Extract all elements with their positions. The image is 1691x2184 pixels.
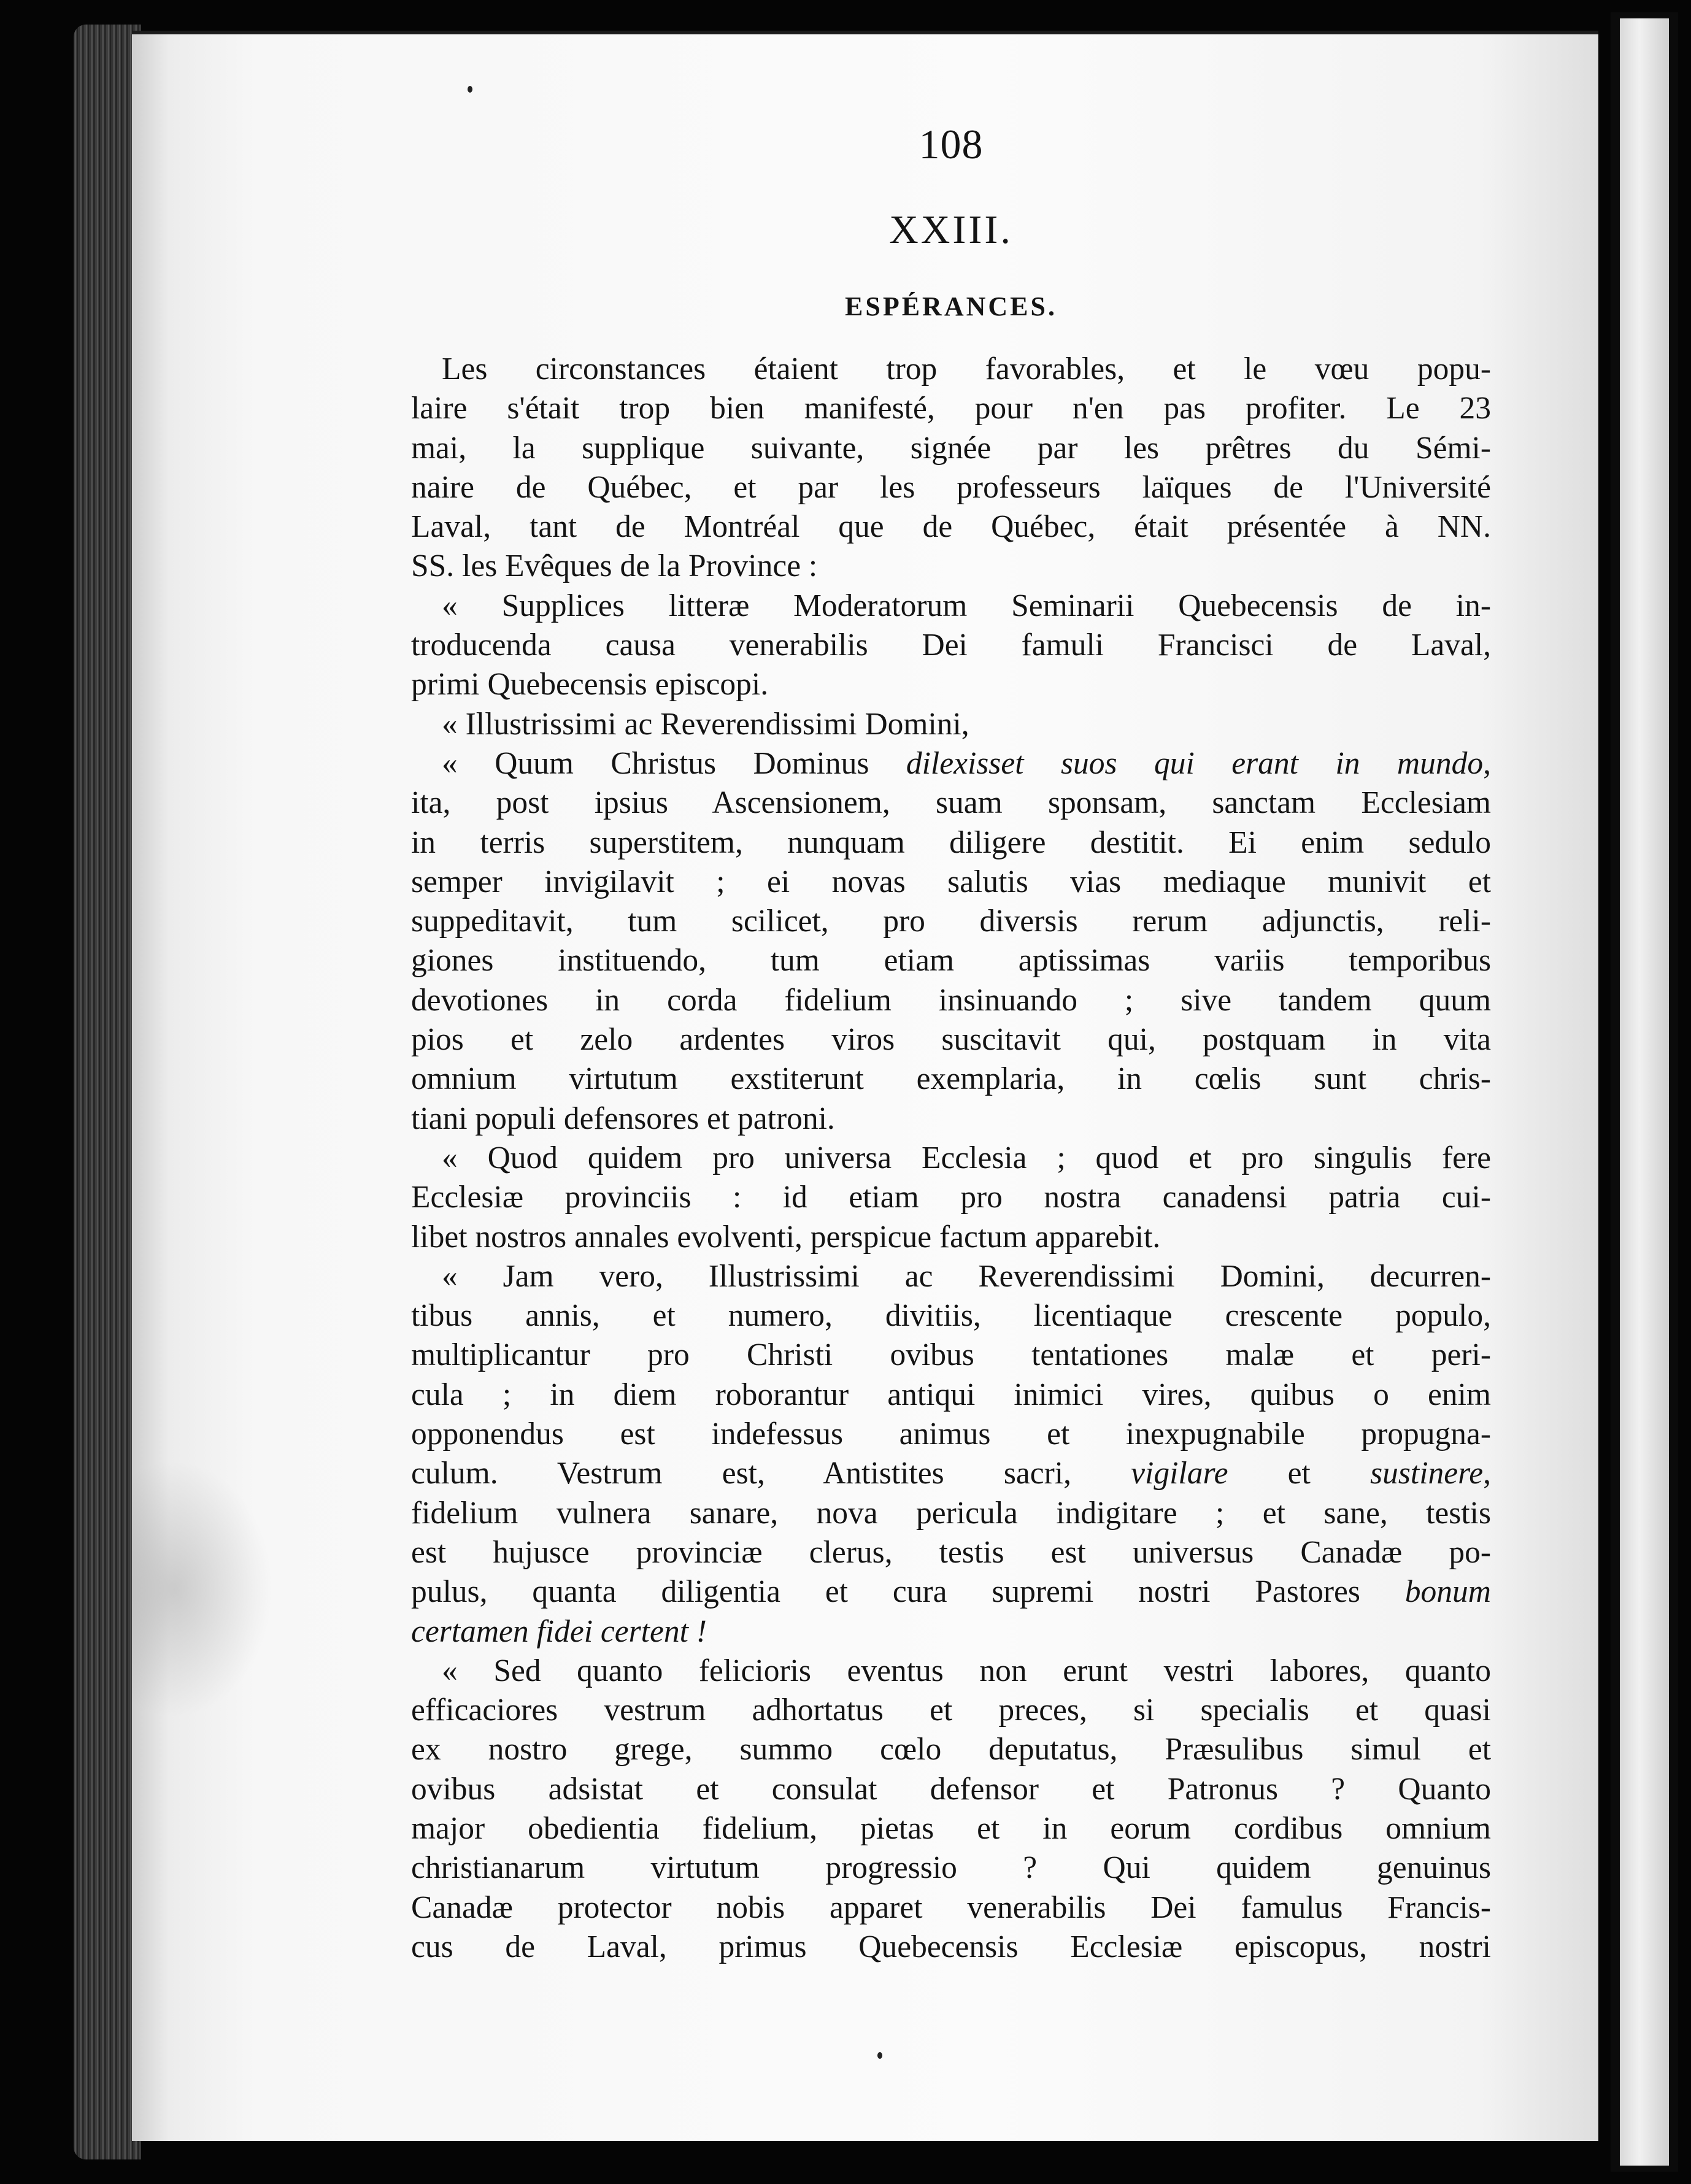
book-edge-left: [74, 25, 141, 2159]
text-line: est hujusce provinciæ clerus, testis est universus Canadæ po-: [411, 1534, 1491, 1570]
text-line: efficaciores vestrum adhortatus et preces, si specialis et quasi: [411, 1693, 1491, 1728]
text-line: « Supplices litteræ Moderatorum Seminarii Quebecensis de in-: [442, 588, 1491, 623]
text-line: tibus annis, et numero, divitiis, licentiaque crescente populo,: [411, 1298, 1491, 1334]
text-line: major obedientia fidelium, pietas et in eorum cordibus omnium: [411, 1810, 1491, 1846]
text-line: « Quum Christus Dominus dilexisset suos qui erant in mundo,: [442, 745, 1491, 781]
body-text: [411, 350, 1491, 1967]
text-line: libet nostros annales evolventi, perspicue factum apparebit.: [411, 1219, 1161, 1255]
text-line: cula ; in diem roborantur antiqui inimici vires, quibus o enim: [411, 1377, 1491, 1412]
text-line: « Jam vero, Illustrissimi ac Reverendissimi Domini, decurren-: [442, 1258, 1491, 1294]
text-line: ex nostro grege, summo cœlo deputatus, Præsulibus simul et: [411, 1732, 1491, 1767]
page-number: 108: [919, 121, 984, 167]
text-line: Les circonstances étaient trop favorables, et le vœu popu-: [442, 352, 1491, 386]
text-line: SS. les Evêques de la Province :: [411, 548, 818, 584]
text-line: troducenda causa venerabilis Dei famuli Francisci de Laval,: [411, 628, 1491, 663]
text-line: laire s'était trop bien manifesté, pour n'en pas profiter. Le 23: [411, 391, 1491, 426]
text-line: devotiones in corda fidelium insinuando ; sive tandem quum: [411, 982, 1491, 1018]
text-line: « Quod quidem pro universa Ecclesia ; quod et pro singulis fere: [442, 1140, 1491, 1175]
speck-mark: [877, 2052, 882, 2059]
text-line: semper invigilavit ; ei novas salutis vias mediaque munivit et: [411, 864, 1491, 899]
text-line: primi Quebecensis episcopi.: [411, 667, 769, 702]
text-line: fidelium vulnera sanare, nova pericula indigitare ; et sane, testis: [411, 1495, 1491, 1531]
text-line: naire de Québec, et par les professeurs laïques de l'Université: [411, 469, 1491, 505]
page-stain: [132, 1460, 273, 1718]
text-line: culum. Vestrum est, Antistites sacri, vigilare et sustinere,: [411, 1456, 1491, 1491]
text-line: Laval, tant de Montréal que de Québec, était présentée à NN.: [411, 509, 1491, 545]
text-line: certamen fidei certent !: [411, 1613, 707, 1649]
text-line: giones instituendo, tum etiam aptissimas variis temporibus: [411, 943, 1491, 979]
page-content: [411, 117, 1491, 1967]
text-line: tiani populi defensores et patroni.: [411, 1101, 835, 1136]
chapter-number: XXIII.: [889, 207, 1013, 252]
text-line: pios et zelo ardentes viros suscitavit qui, postquam in vita: [411, 1022, 1491, 1058]
text-line: christianarum virtutum progressio ? Qui quidem genuinus: [411, 1850, 1491, 1886]
text-line: suppeditavit, tum scilicet, pro diversis rerum adjunctis, reli-: [411, 904, 1491, 939]
text-line: Ecclesiæ provinciis : id etiam pro nostra canadensi patria cui-: [411, 1180, 1491, 1215]
next-page-strip: [1620, 18, 1669, 2166]
text-line: mai, la supplique suivante, signée par les prêtres du Sémi-: [411, 430, 1491, 466]
text-line: ovibus adsistat et consulat defensor et Patronus ? Quanto: [411, 1771, 1491, 1807]
text-line: « Illustrissimi ac Reverendissimi Domini,: [442, 706, 969, 742]
text-line: omnium virtutum exstiterunt exemplaria, in cœlis sunt chris-: [411, 1061, 1491, 1097]
text-line: Canadæ protector nobis apparet venerabilis Dei famulus Francis-: [411, 1890, 1491, 1925]
chapter-title: ESPÉRANCES.: [845, 291, 1057, 321]
text-line: in terris superstitem, nunquam diligere destitit. Ei enim sedulo: [411, 825, 1491, 860]
text-line: cus de Laval, primus Quebecensis Ecclesiæ episcopus, nostri: [411, 1929, 1491, 1964]
text-line: opponendus est indefessus animus et inexpugnabile propugna-: [411, 1417, 1491, 1452]
text-line: « Sed quanto felicioris eventus non erunt vestri labores, quanto: [442, 1653, 1491, 1688]
speck-mark: [468, 86, 472, 93]
text-line: multiplicantur pro Christi ovibus tentationes malæ et peri-: [411, 1337, 1491, 1373]
text-line: pulus, quanta diligentia et cura supremi nostri Pastores bonum: [411, 1574, 1491, 1610]
text-line: ita, post ipsius Ascensionem, suam sponsam, sanctam Ecclesiam: [411, 785, 1491, 821]
